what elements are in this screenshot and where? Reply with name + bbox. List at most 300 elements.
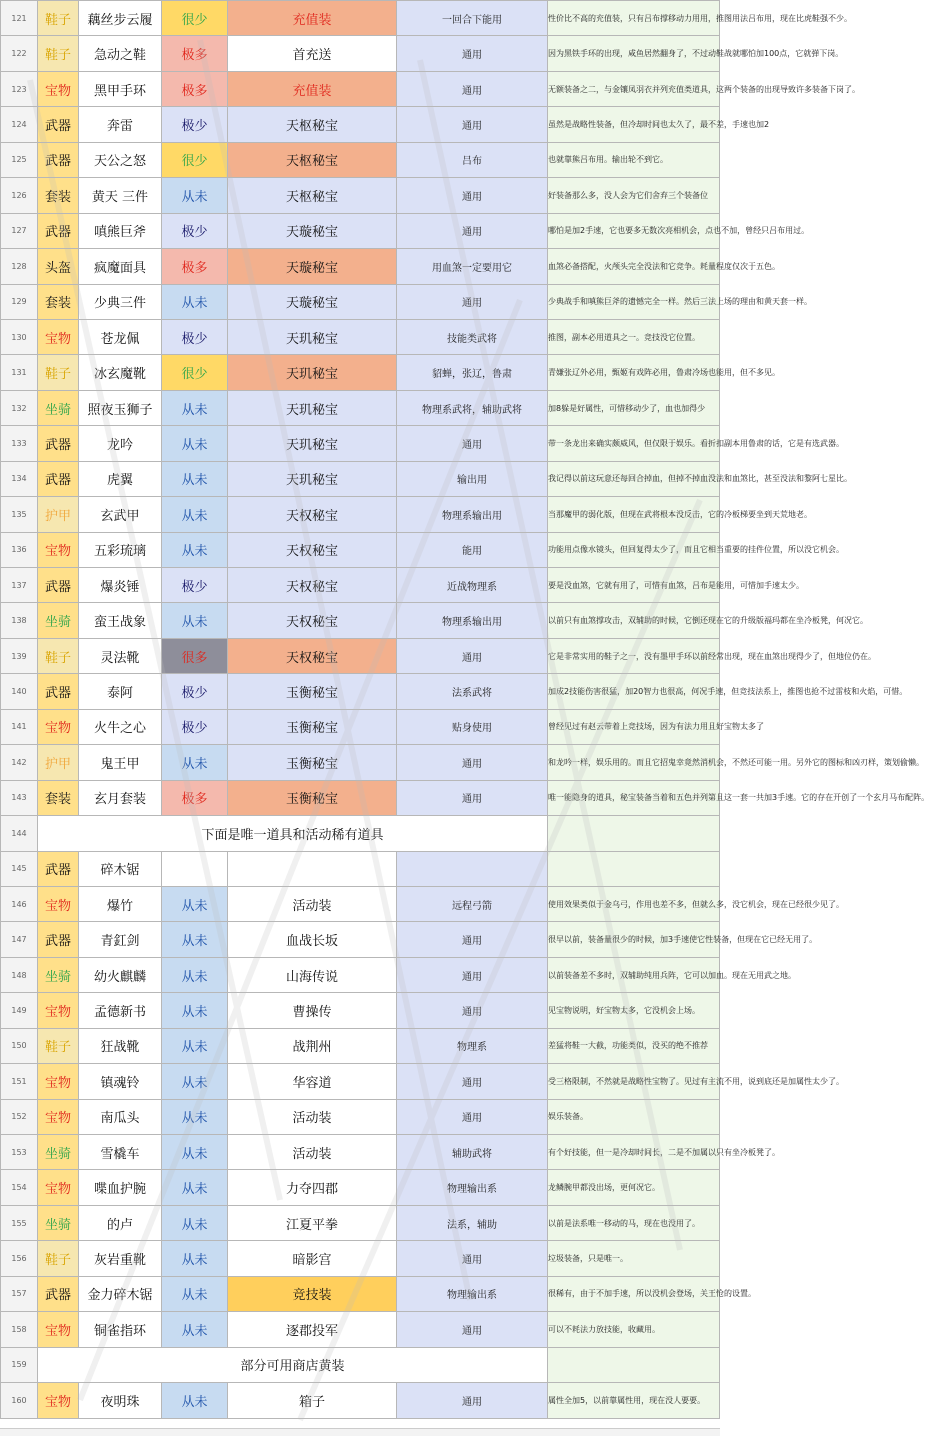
comment-cell: 推图，副本必用道具之一。竞技没它位置。 [548,319,720,354]
item-type-cell: 武器 [38,568,79,603]
usage-cell: 通用 [397,36,548,71]
comment-cell: 以前是法系唯一移动的马，现在也没用了。 [548,1205,720,1240]
section-title: 下面是唯一道具和活动稀有道具 [38,816,548,851]
item-name-cell: 冰玄魔靴 [79,355,162,390]
row-number: 154 [1,1170,38,1205]
item-type-cell: 坐骑 [38,1135,79,1170]
table-row [1,178,720,213]
row-number: 123 [1,71,38,106]
table-row [1,497,720,532]
item-name-cell: 天公之怒 [79,142,162,177]
item-source-cell: 天玑秘宝 [228,319,397,354]
comment-cell: 娱乐装备。 [548,1099,720,1134]
usage-frequency-cell: 从未 [162,993,228,1028]
item-source-cell: 天玑秘宝 [228,390,397,425]
item-source-cell: 山海传说 [228,957,397,992]
item-name-cell: 狂战靴 [79,1028,162,1063]
item-name-cell: 少典三件 [79,284,162,319]
usage-cell: 近战物理系 [397,568,548,603]
usage-frequency-cell: 很多 [162,638,228,673]
table-row [1,1,720,36]
item-name-cell: 青釭剑 [79,922,162,957]
row-number: 137 [1,568,38,603]
item-name-cell: 的卢 [79,1205,162,1240]
usage-cell: 通用 [397,1099,548,1134]
item-source-cell: 天权秘宝 [228,497,397,532]
row-number: 128 [1,249,38,284]
row-number: 134 [1,461,38,496]
row-number: 129 [1,284,38,319]
item-name-cell: 照夜玉狮子 [79,390,162,425]
equipment-table-body [1,1,929,1419]
usage-cell: 法系，辅助 [397,1205,548,1240]
usage-cell [397,851,548,886]
usage-cell: 通用 [397,993,548,1028]
table-row [1,142,720,177]
usage-cell: 物理系武将，辅助武将 [397,390,548,425]
comment-cell: 因为黑铁手环的出现，咸鱼居然翻身了，不过动鞋战就哪怕加100点，它就弹下岗。 [548,36,720,71]
item-type-cell: 宝物 [38,319,79,354]
usage-frequency-cell: 极多 [162,249,228,284]
row-number: 140 [1,674,38,709]
item-name-cell: 夜明珠 [79,1383,162,1418]
comment-cell: 曾经见过有赵云带着上竞技场，因为有法力用且好宝物太多了 [548,709,720,744]
row-number: 135 [1,497,38,532]
item-type-cell: 鞋子 [38,638,79,673]
item-source-cell: 天璇秘宝 [228,249,397,284]
usage-frequency-cell: 从未 [162,1276,228,1311]
row-number: 149 [1,993,38,1028]
comment-cell: 无额装备之二，与金镶凤羽衣并列充值类道具，这两个装备的出现导致许多装备下岗了。 [548,71,720,106]
item-type-cell: 武器 [38,1276,79,1311]
table-row [1,213,720,248]
item-source-cell: 首充送 [228,36,397,71]
item-type-cell: 头盔 [38,249,79,284]
item-name-cell: 急动之鞋 [79,36,162,71]
row-number: 124 [1,107,38,142]
item-name-cell: 苍龙佩 [79,319,162,354]
row-number: 138 [1,603,38,638]
usage-frequency-cell: 从未 [162,922,228,957]
usage-frequency-cell: 很少 [162,1,228,36]
usage-cell: 一回合下能用 [397,1,548,36]
item-name-cell: 奔雷 [79,107,162,142]
item-source-cell: 玉衡秘宝 [228,674,397,709]
usage-frequency-cell: 从未 [162,461,228,496]
item-name-cell: 鬼王甲 [79,745,162,780]
comment-cell-empty [548,816,720,851]
usage-cell: 物理输出系 [397,1170,548,1205]
table-row [1,355,720,390]
item-source-cell: 天权秘宝 [228,568,397,603]
row-number: 150 [1,1028,38,1063]
item-name-cell: 雪橇车 [79,1135,162,1170]
table-row [1,1064,720,1099]
usage-frequency-cell: 从未 [162,1028,228,1063]
item-type-cell: 护甲 [38,497,79,532]
row-number: 130 [1,319,38,354]
row-number: 157 [1,1276,38,1311]
table-row [1,532,720,567]
item-type-cell: 宝物 [38,1099,79,1134]
item-source-cell: 箱子 [228,1383,397,1418]
section-header-row [1,1347,720,1382]
item-source-cell: 天枢秘宝 [228,178,397,213]
item-type-cell: 鞋子 [38,1028,79,1063]
usage-cell: 通用 [397,426,548,461]
usage-frequency-cell: 从未 [162,1312,228,1347]
item-name-cell: 喋血护腕 [79,1170,162,1205]
row-number: 141 [1,709,38,744]
item-name-cell: 泰阿 [79,674,162,709]
usage-frequency-cell: 从未 [162,390,228,425]
comment-cell: 可以不耗法力放技能，收藏用。 [548,1312,720,1347]
table-row [1,1028,720,1063]
item-source-cell: 活动装 [228,1135,397,1170]
usage-cell: 通用 [397,1312,548,1347]
item-name-cell: 碎木锯 [79,851,162,886]
usage-frequency-cell: 从未 [162,426,228,461]
table-row [1,319,720,354]
comment-cell: 要是没血煞，它就有用了，可惜有血煞，吕布是能用，可惜加手速太少。 [548,568,720,603]
item-source-cell: 玉衡秘宝 [228,709,397,744]
item-source-cell: 曹操传 [228,993,397,1028]
table-row [1,674,720,709]
item-source-cell: 天璇秘宝 [228,284,397,319]
table-row [1,284,720,319]
item-name-cell: 龙吟 [79,426,162,461]
item-source-cell: 活动装 [228,886,397,921]
sheet-footer-strip [0,1428,720,1436]
usage-cell: 通用 [397,178,548,213]
item-source-cell [228,851,397,886]
row-number: 133 [1,426,38,461]
item-source-cell: 竞技装 [228,1276,397,1311]
table-row [1,851,720,886]
row-number: 156 [1,1241,38,1276]
table-row [1,1205,720,1240]
item-name-cell: 五彩琉璃 [79,532,162,567]
item-type-cell: 宝物 [38,709,79,744]
item-source-cell: 天权秘宝 [228,638,397,673]
usage-frequency-cell: 极少 [162,674,228,709]
table-row [1,426,720,461]
usage-cell: 物理系输出用 [397,603,548,638]
row-number: 145 [1,851,38,886]
usage-frequency-cell: 从未 [162,886,228,921]
row-number: 144 [1,816,38,851]
item-source-cell: 玉衡秘宝 [228,780,397,815]
item-type-cell: 鞋子 [38,1241,79,1276]
row-number: 159 [1,1347,38,1382]
usage-frequency-cell [162,851,228,886]
item-source-cell: 玉衡秘宝 [228,745,397,780]
comment-cell: 我记得以前这玩意还每回合掉血，但掉不掉血没法和血煞比，甚至没法和黎阿七星比。 [548,461,720,496]
comment-cell: 见宝物说明，好宝物太多，它没机会上场。 [548,993,720,1028]
item-name-cell: 孟德新书 [79,993,162,1028]
row-number: 153 [1,1135,38,1170]
table-row [1,709,720,744]
item-type-cell: 护甲 [38,745,79,780]
comment-cell: 属性全加5，以前靠属性用，现在没人要要。 [548,1383,720,1418]
usage-frequency-cell: 极少 [162,213,228,248]
row-number: 155 [1,1205,38,1240]
usage-frequency-cell: 从未 [162,957,228,992]
item-source-cell: 暗影宫 [228,1241,397,1276]
usage-cell: 物理系输出用 [397,497,548,532]
comment-cell: 少典战手和嗔熊巨斧的遗憾完全一样。然后三法上场的理由和黄天套一样。 [548,284,720,319]
row-number: 125 [1,142,38,177]
usage-cell: 貂蝉，张辽，鲁肃 [397,355,548,390]
usage-frequency-cell: 从未 [162,1241,228,1276]
usage-cell: 通用 [397,780,548,815]
row-number: 139 [1,638,38,673]
usage-frequency-cell: 从未 [162,284,228,319]
table-row [1,1170,720,1205]
item-source-cell: 江夏平拳 [228,1205,397,1240]
usage-frequency-cell: 从未 [162,1205,228,1240]
comment-cell: 功能用点像水镜头，但回复得太少了，而且它相当重要的挂件位置，所以没它机会。 [548,532,720,567]
table-row [1,922,720,957]
usage-frequency-cell: 从未 [162,603,228,638]
comment-cell: 虽然是战略性装备，但冷却时间也太久了，最不差，手速也加2 [548,107,720,142]
item-name-cell: 南瓜头 [79,1099,162,1134]
usage-cell: 吕布 [397,142,548,177]
usage-frequency-cell: 从未 [162,1135,228,1170]
row-number: 142 [1,745,38,780]
table-row [1,1099,720,1134]
usage-frequency-cell: 从未 [162,532,228,567]
comment-cell: 加8躲是好属性，可惜移动少了，血也加得少 [548,390,720,425]
row-number: 121 [1,1,38,36]
item-source-cell: 天权秘宝 [228,532,397,567]
item-name-cell: 铜雀指环 [79,1312,162,1347]
comment-cell: 以前装备差不多时，双辅助纯用兵阵，它可以加血。现在无用武之地。 [548,957,720,992]
table-row [1,107,720,142]
usage-frequency-cell: 从未 [162,1383,228,1418]
usage-cell: 能用 [397,532,548,567]
comment-cell: 使用效果类似于金乌弓，作用也差不多，但就么多，没它机会，现在已经很少见了。 [548,886,720,921]
item-type-cell: 坐骑 [38,1205,79,1240]
row-number: 151 [1,1064,38,1099]
item-type-cell: 宝物 [38,532,79,567]
table-row [1,1383,720,1418]
usage-cell: 通用 [397,107,548,142]
item-name-cell: 火牛之心 [79,709,162,744]
usage-frequency-cell: 从未 [162,178,228,213]
item-type-cell: 武器 [38,922,79,957]
comment-cell: 血煞必备搭配，火颅头完全没法和它竞争。耗量程度仅次于五色。 [548,249,720,284]
item-type-cell: 鞋子 [38,355,79,390]
usage-frequency-cell: 极少 [162,568,228,603]
usage-frequency-cell: 从未 [162,1064,228,1099]
comment-cell: 带一条龙出来确实颇威风，但仅限于娱乐。看折扣副本用鲁肃的话，它是有选武器。 [548,426,720,461]
item-type-cell: 宝物 [38,1383,79,1418]
row-number: 160 [1,1383,38,1418]
table-row [1,886,720,921]
item-type-cell: 套装 [38,284,79,319]
comment-cell: 和龙吟一样，娱乐用的。而且它招鬼幸竟然消机会，不然还可能一用。另外它的图标和凶刃样，策划偷懒。 [548,745,720,780]
item-source-cell: 充值装 [228,71,397,106]
usage-cell: 通用 [397,957,548,992]
comment-cell [548,851,720,886]
item-name-cell: 黑甲手环 [79,71,162,106]
item-type-cell: 武器 [38,851,79,886]
usage-cell: 技能类武将 [397,319,548,354]
row-number: 152 [1,1099,38,1134]
usage-frequency-cell: 极多 [162,71,228,106]
usage-cell: 通用 [397,638,548,673]
item-name-cell: 爆竹 [79,886,162,921]
table-row [1,390,720,425]
item-source-cell: 天枢秘宝 [228,142,397,177]
comment-cell: 好装备那么多，没人会为它们舍弃三个装备位 [548,178,720,213]
table-row [1,957,720,992]
item-name-cell: 虎翼 [79,461,162,496]
usage-cell: 通用 [397,1383,548,1418]
item-type-cell: 宝物 [38,1064,79,1099]
usage-frequency-cell: 从未 [162,1099,228,1134]
item-type-cell: 套装 [38,780,79,815]
item-type-cell: 武器 [38,674,79,709]
item-type-cell: 宝物 [38,886,79,921]
comment-cell: 很稀有，由于不加手速，所以没机会登场，关王怆的设置。 [548,1276,720,1311]
comment-cell: 也就靠熊吕布用。输出轮不到它。 [548,142,720,177]
usage-cell: 输出用 [397,461,548,496]
item-name-cell: 玄武甲 [79,497,162,532]
item-type-cell: 坐骑 [38,957,79,992]
item-type-cell: 宝物 [38,71,79,106]
table-row [1,1312,720,1347]
item-type-cell: 武器 [38,213,79,248]
item-type-cell: 鞋子 [38,36,79,71]
comment-cell-empty [548,1347,720,1382]
usage-cell: 用血煞一定要用它 [397,249,548,284]
usage-cell: 通用 [397,71,548,106]
item-name-cell: 金力碎木锯 [79,1276,162,1311]
item-name-cell: 爆炎锤 [79,568,162,603]
item-source-cell: 血战长坂 [228,922,397,957]
item-name-cell: 玄月套装 [79,780,162,815]
usage-cell: 通用 [397,745,548,780]
item-source-cell: 天玑秘宝 [228,355,397,390]
usage-cell: 贴身使用 [397,709,548,744]
item-source-cell: 战荆州 [228,1028,397,1063]
row-number: 158 [1,1312,38,1347]
item-source-cell: 活动装 [228,1099,397,1134]
table-row [1,461,720,496]
comment-cell: 唯一能隐身的道具，秘宝装备当着和五色并列第且这一套一共加3手速。它的存在开创了一个玄月马布配阵。 [548,780,720,815]
usage-cell: 辅助武将 [397,1135,548,1170]
comment-cell: 龙鳞腕甲都没出场，更何况它。 [548,1170,720,1205]
item-type-cell: 鞋子 [38,1,79,36]
item-source-cell: 华容道 [228,1064,397,1099]
usage-cell: 通用 [397,284,548,319]
table-row [1,568,720,603]
item-source-cell: 天枢秘宝 [228,107,397,142]
item-type-cell: 套装 [38,178,79,213]
usage-frequency-cell: 很少 [162,355,228,390]
item-source-cell: 天权秘宝 [228,603,397,638]
row-number: 143 [1,780,38,815]
usage-cell: 远程弓箭 [397,886,548,921]
item-name-cell: 幼火麒麟 [79,957,162,992]
table-row [1,780,720,815]
item-type-cell: 武器 [38,107,79,142]
table-row [1,993,720,1028]
comment-cell: 很早以前，装备量很少的时候，加3手速使它性装备，但现在它已经无用了。 [548,922,720,957]
item-source-cell: 力夺四郡 [228,1170,397,1205]
item-type-cell: 宝物 [38,1170,79,1205]
item-source-cell: 天璇秘宝 [228,213,397,248]
item-type-cell: 武器 [38,461,79,496]
usage-frequency-cell: 极多 [162,36,228,71]
usage-cell: 通用 [397,922,548,957]
usage-frequency-cell: 从未 [162,1170,228,1205]
item-source-cell: 充值装 [228,1,397,36]
table-row [1,1276,720,1311]
row-number: 132 [1,390,38,425]
row-number: 131 [1,355,38,390]
item-name-cell: 蛮王战象 [79,603,162,638]
usage-frequency-cell: 从未 [162,497,228,532]
row-number: 127 [1,213,38,248]
usage-cell: 通用 [397,1241,548,1276]
item-type-cell: 坐骑 [38,603,79,638]
item-name-cell: 灵法靴 [79,638,162,673]
table-row [1,1241,720,1276]
item-name-cell: 黄天 三件 [79,178,162,213]
row-number: 136 [1,532,38,567]
usage-frequency-cell: 极多 [162,780,228,815]
usage-frequency-cell: 极少 [162,709,228,744]
item-name-cell: 灰岩重靴 [79,1241,162,1276]
comment-cell: 受三格限制，不然就是战略性宝物了。见过有主流不用，说到底还是加属性太少了。 [548,1064,720,1099]
item-type-cell: 坐骑 [38,390,79,425]
row-number: 126 [1,178,38,213]
comment-cell: 哪怕是加2手速，它也要多无数次亮相机会，点也不加，曾经只吕布用过。 [548,213,720,248]
item-source-cell: 天玑秘宝 [228,461,397,496]
table-row [1,638,720,673]
row-number: 148 [1,957,38,992]
table-row [1,36,720,71]
comment-cell: 垃圾装备，只是唯一。 [548,1241,720,1276]
table-row [1,71,720,106]
section-header-row [1,816,720,851]
comment-cell: 差猛将鞋一大截，功能类似，没买的绝不推荐 [548,1028,720,1063]
comment-cell: 它是非常实用的鞋子之一，没有墨甲手环以前经常出现，现在血煞出现得少了，但地位仍在。 [548,638,720,673]
table-row [1,745,720,780]
item-source-cell: 逐郡投军 [228,1312,397,1347]
comment-cell: 以前只有血煞撑攻击，双辅助的时候，它倒还现在它的升级版福玛都在坐冷板凳，何况它。 [548,603,720,638]
comment-cell: 性价比不高的充值装，只有吕布撑移动力用用，推图用法吕布用，现在比虎鞋强不少。 [548,1,720,36]
item-type-cell: 宝物 [38,1312,79,1347]
section-title: 部分可用商店黄装 [38,1347,548,1382]
usage-cell: 通用 [397,1064,548,1099]
item-name-cell: 镇魂铃 [79,1064,162,1099]
usage-frequency-cell: 从未 [162,745,228,780]
usage-cell: 物理系 [397,1028,548,1063]
table-row [1,603,720,638]
item-type-cell: 武器 [38,142,79,177]
comment-cell: 加成2技能伤害很猛，加20智力也很高，何况手速，但竞技法系上，推图也抢不过雷枝和火焰，可惜。 [548,674,720,709]
item-type-cell: 武器 [38,426,79,461]
row-number: 146 [1,886,38,921]
comment-cell: 当那魔甲的弱化版，但现在武将根本没反击，它的冷板梯要坐到天荒地老。 [548,497,720,532]
usage-frequency-cell: 极少 [162,319,228,354]
item-name-cell: 藕丝步云履 [79,1,162,36]
usage-frequency-cell: 极少 [162,107,228,142]
